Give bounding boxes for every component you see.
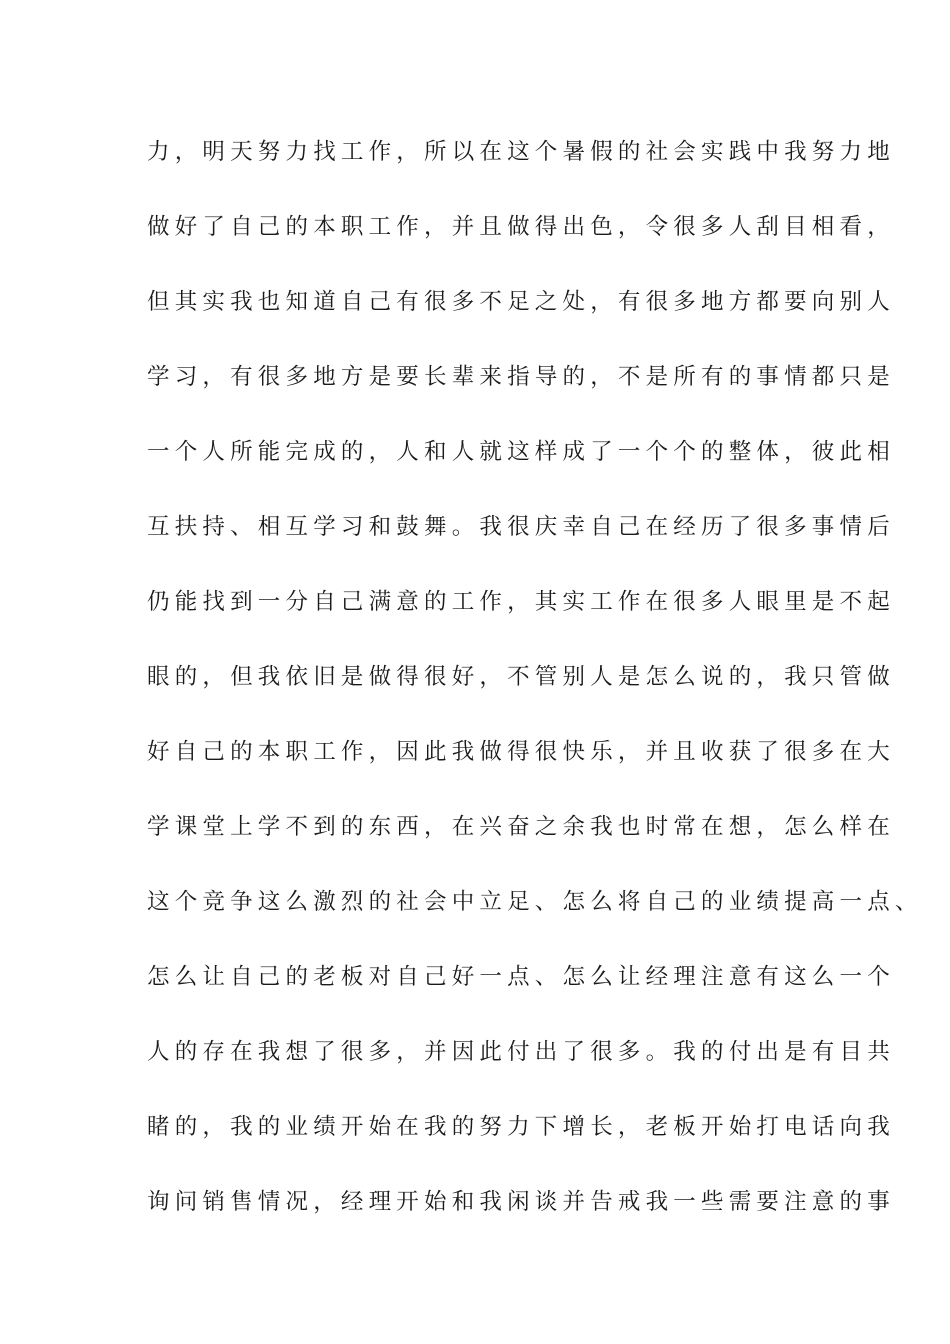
text-line: 做好了自己的本职工作，并且做得出色，令很多人刮目相看，: [147, 214, 895, 240]
text-line: 眼的，但我依旧是做得很好，不管别人是怎么说的，我只管做: [147, 664, 895, 690]
text-line: 睹的，我的业绩开始在我的努力下增长，老板开始打电话向我: [147, 1114, 895, 1140]
text-line: 学课堂上学不到的东西，在兴奋之余我也时常在想，怎么样在: [147, 814, 895, 840]
text-line: 人的存在我想了很多，并因此付出了很多。我的付出是有目共: [147, 1039, 895, 1065]
text-line: 仍能找到一分自己满意的工作，其实工作在很多人眼里是不起: [147, 589, 895, 615]
text-line: 询问销售情况，经理开始和我闲谈并告戒我一些需要注意的事: [147, 1189, 895, 1215]
text-line: 学习，有很多地方是要长辈来指导的，不是所有的事情都只是: [147, 364, 895, 390]
text-line: 但其实我也知道自己有很多不足之处，有很多地方都要向别人: [147, 289, 895, 315]
text-line: 这个竞争这么激烈的社会中立足、怎么将自己的业绩提高一点、: [147, 889, 923, 915]
text-line: 好自己的本职工作，因此我做得很快乐，并且收获了很多在大: [147, 739, 895, 765]
text-line: 力，明天努力找工作，所以在这个暑假的社会实践中我努力地: [147, 139, 895, 165]
text-line: 一个人所能完成的，人和人就这样成了一个个的整体，彼此相: [147, 439, 895, 465]
text-line: 怎么让自己的老板对自己好一点、怎么让经理注意有这么一个: [147, 964, 895, 990]
text-line: 互扶持、相互学习和鼓舞。我很庆幸自己在经历了很多事情后: [147, 514, 895, 540]
body-text: [147, 128, 923, 1253]
